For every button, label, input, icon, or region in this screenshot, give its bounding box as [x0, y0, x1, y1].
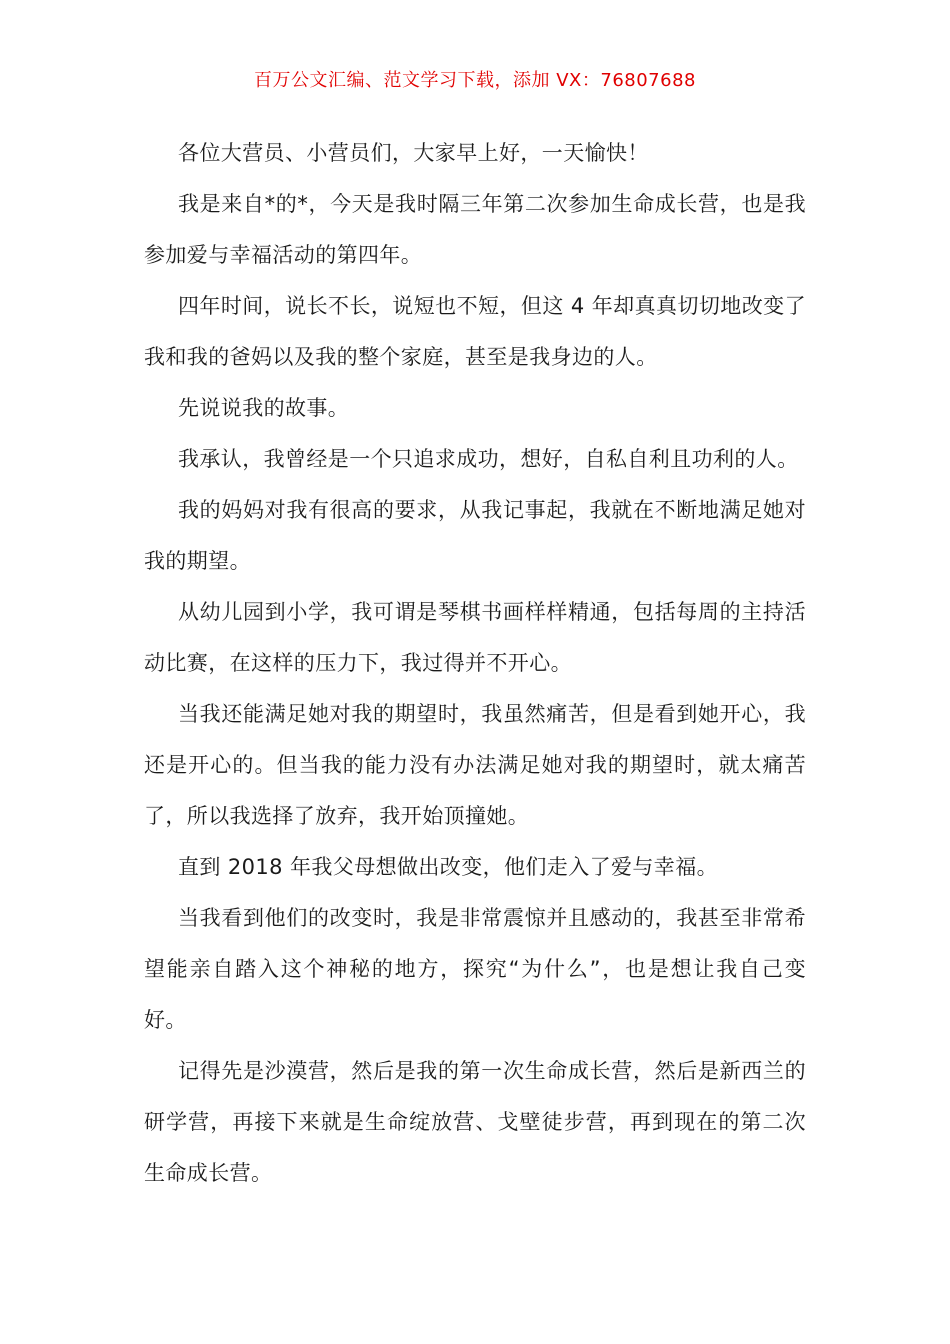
paragraph-11: 记得先是沙漠营，然后是我的第一次生命成长营，然后是新西兰的研学营，再接下来就是生命绽放营、戈壁徒步营，再到现在的第二次生命成长营。 — [144, 1059, 806, 1185]
paragraph-3: 四年时间，说长不长，说短也不短，但这 4 年却真真切切地改变了我和我的爸妈以及我的整个家庭，甚至是我身边的人。 — [144, 294, 806, 369]
body-text — [144, 128, 806, 1199]
paragraph-5: 我承认，我曾经是一个只追求成功，想好，自私自利且功利的人。 — [178, 447, 799, 471]
paragraph-1: 各位大营员、小营员们，大家早上好，一天愉快！ — [178, 141, 649, 165]
paragraph-6: 我的妈妈对我有很高的要求，从我记事起，我就在不断地满足她对我的期望。 — [144, 498, 806, 573]
paragraph-4: 先说说我的故事。 — [178, 396, 350, 420]
paragraph-7: 从幼儿园到小学，我可谓是琴棋书画样样精通，包括每周的主持活动比赛，在这样的压力下，我过得并不开心。 — [144, 600, 806, 675]
paragraph-10: 当我看到他们的改变时，我是非常震惊并且感动的，我甚至非常希望能亲自踏入这个神秘的地方，探究“为什么”，也是想让我自己变好。 — [144, 906, 806, 1032]
header-note: 百万公文汇编、范文学习下载，添加 VX：76807688 — [254, 70, 696, 91]
paragraph-9: 直到 2018 年我父母想做出改变，他们走入了爱与幸福。 — [178, 855, 718, 879]
paragraph-2: 我是来自*的*，今天是我时隔三年第二次参加生命成长营，也是我参加爱与幸福活动的第四年。 — [144, 192, 806, 267]
paragraph-8: 当我还能满足她对我的期望时，我虽然痛苦，但是看到她开心，我还是开心的。但当我的能力没有办法满足她对我的期望时，就太痛苦了，所以我选择了放弃，我开始顶撞她。 — [144, 702, 806, 828]
